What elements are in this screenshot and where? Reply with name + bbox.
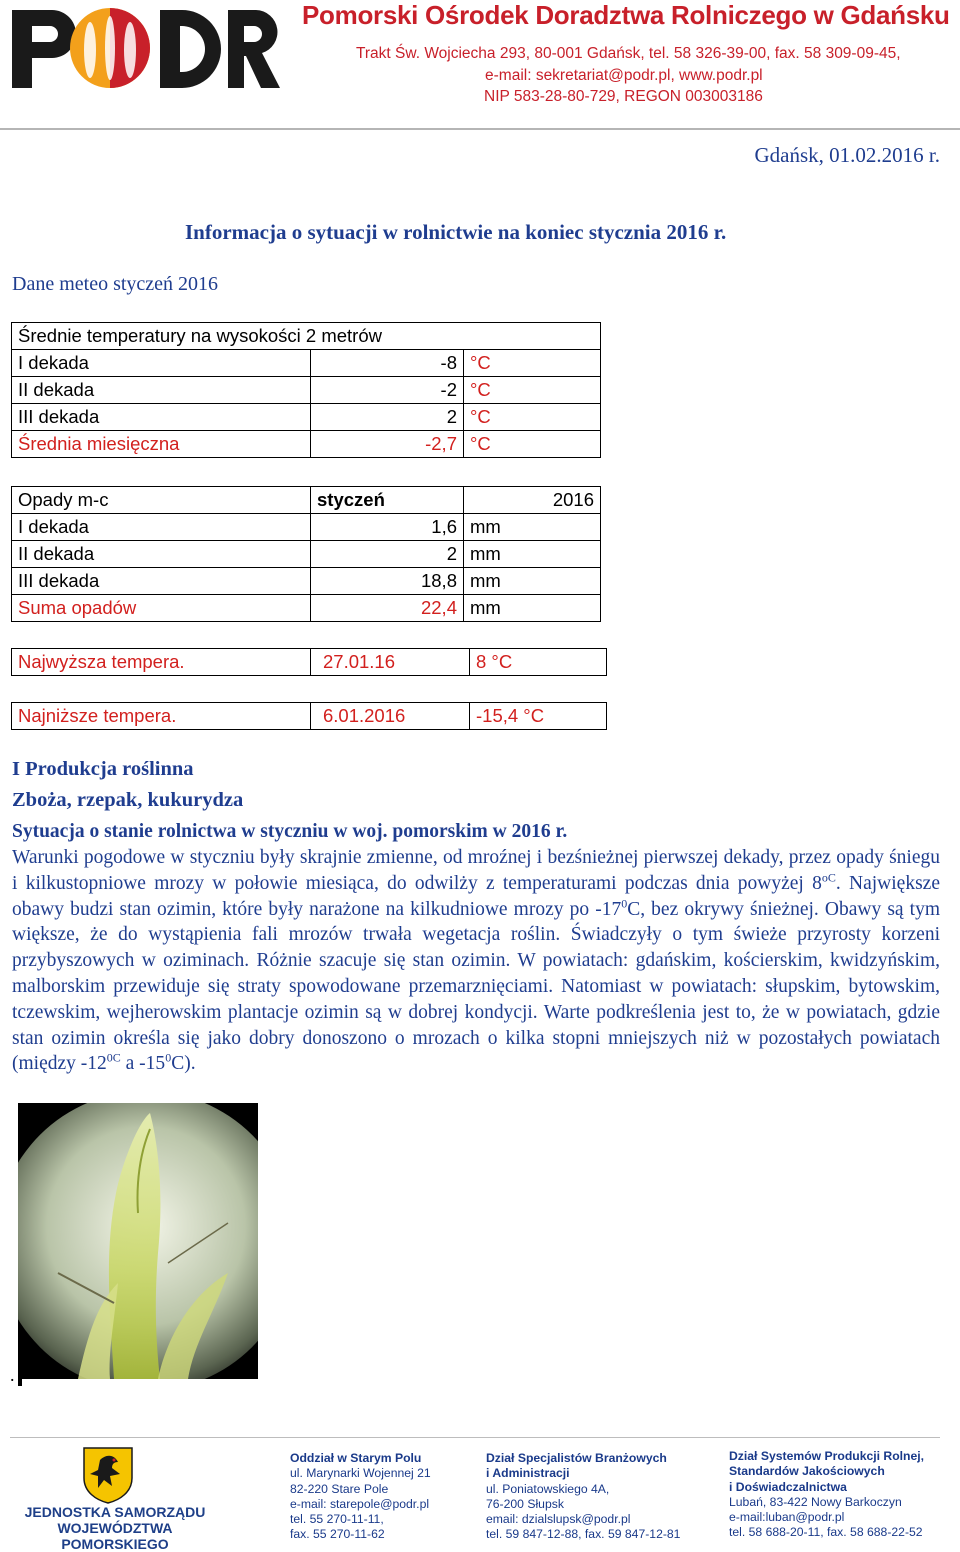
table-row <box>12 323 601 350</box>
footer-branch-slupsk: Dział Specjalistów Branżowych i Administracji ul. Poniatowskiego 4A, 76-200 Słupsk email: dzialslupsk@podr.pl tel. 59 847-12-88, fax. 59 847-12-81 <box>486 1451 681 1542</box>
row-value: 2 <box>311 404 464 431</box>
photo-marker <box>18 1378 22 1386</box>
table-row <box>12 377 601 404</box>
row-label: Suma opadów <box>12 595 311 622</box>
min-temperature-table <box>11 702 607 730</box>
row-unit: mm <box>464 568 601 595</box>
max-temp-label: Najwyższa tempera. <box>12 649 311 676</box>
document-title: Informacja o sytuacji w rolnictwie na koniec stycznia 2016 r. <box>185 220 727 244</box>
trailing-dot: . <box>10 1365 15 1385</box>
table-row <box>12 649 607 676</box>
footer-branch-stare-pole: Oddział w Starym Polu ul. Marynarki Wojennej 21 82-220 Stare Pole e-mail: starepole@podr.pl tel. 55 270-11-11, fax. 55 270-11-62 <box>290 1451 431 1542</box>
table-row <box>12 703 607 730</box>
address-line: Trakt Św. Wojciecha 293, 80-001 Gdańsk, tel. 58 326-39-00, fax. 58 309-09-45, <box>356 45 901 62</box>
row-unit: °C <box>464 377 601 404</box>
row-label: II dekada <box>12 541 311 568</box>
letter-r <box>228 10 280 88</box>
row-label: I dekada <box>12 514 311 541</box>
row-value: 2 <box>311 541 464 568</box>
footer-divider <box>10 1437 940 1438</box>
section-subheading: Zboża, rzepak, kukurydza <box>12 789 244 811</box>
meteo-title: Dane meteo styczeń 2016 <box>12 273 219 295</box>
section-heading: I Produkcja roślinna <box>12 758 194 780</box>
table-row <box>12 595 601 622</box>
table-row <box>12 541 601 568</box>
row-value: -2,7 <box>311 431 464 458</box>
row-value: 1,6 <box>311 514 464 541</box>
max-temp-value: 8 °C <box>470 649 607 676</box>
header-divider <box>0 128 960 130</box>
precipitation-table <box>11 486 601 622</box>
precipitation-month: styczeń <box>311 487 464 514</box>
plant-microscope-photo <box>18 1103 258 1379</box>
temperature-heading: Średnie temperatury na wysokości 2 metrów <box>12 323 601 350</box>
pomorskie-griffin-crest-icon <box>82 1446 134 1504</box>
row-value: -2 <box>311 377 464 404</box>
table-row <box>12 350 601 377</box>
row-unit: mm <box>464 541 601 568</box>
temperature-table <box>11 322 601 458</box>
row-label: III dekada <box>12 568 311 595</box>
min-temp-date: 6.01.2016 <box>311 703 470 730</box>
row-value: 22,4 <box>311 595 464 622</box>
max-temperature-table <box>11 648 607 676</box>
row-unit: °C <box>464 404 601 431</box>
min-temp-label: Najniższe tempera. <box>12 703 311 730</box>
max-temp-date: 27.01.16 <box>311 649 470 676</box>
table-row <box>12 404 601 431</box>
table-row <box>12 431 601 458</box>
row-unit: °C <box>464 431 601 458</box>
footer-branch-luban: Dział Systemów Produkcji Rolnej, Standardów Jakościowych i Doświadczalnictwa Lubań, 83-422 Nowy Barkoczyn e-mail:luban@podr.pl tel. 58 688-20-11, fax. 58 688-22-52 <box>729 1449 925 1540</box>
row-label: Średnia miesięczna <box>12 431 311 458</box>
table-row <box>12 514 601 541</box>
row-unit: mm <box>464 595 601 622</box>
row-unit: °C <box>464 350 601 377</box>
registry-line: NIP 583-28-80-729, REGON 003003186 <box>484 88 763 105</box>
row-unit: mm <box>464 514 601 541</box>
row-label: I dekada <box>12 350 311 377</box>
row-label: III dekada <box>12 404 311 431</box>
section-situation-heading: Sytuacja o stanie rolnictwa w styczniu w woj. pomorskim w 2016 r. <box>12 821 568 842</box>
letter-p <box>12 10 76 88</box>
table-row <box>12 487 601 514</box>
org-name: Pomorski Ośrodek Doradztwa Rolniczego w Gdańsku <box>302 0 950 30</box>
min-temp-value: -15,4 °C <box>470 703 607 730</box>
document-date: Gdańsk, 01.02.2016 r. <box>754 143 940 167</box>
body-paragraph: Warunki pogodowe w styczniu były skrajnie zmienne, od mroźnej i bezśnieżnej pierwszej dekady, przez opady śniegu i kilkustopniowe mrozy w połowie miesiąca, do odwilży z temperaturami podczas dnia powyżej $8^{oC}$. Największe obawy budzi stan ozimin, które były narażone na kilkudniowe mrozy po $-17^0C$, bez okrywy śnieżnej. Obawy są tym większe, że do wystąpienia fali mrozów trwała wegetacja roślin. Świadczyły o tym świeże przyrosty korzeni przybyszowych w oziminach. Różnie szacuje się stan ozimin. W powiatach: gdańskim, kościerskim, kwidzyńskim, malborskim przewiduje się straty spowodowane przemarznięciami. Natomiast w powiatach: słupskim, bytowskim, tczewskim, wejherowskim plantacje ozimin są w dobrej kondycji. Warte podkreślenia jest to, że w powiatach, gdzie stan ozimin określa się jako dobry donoszono o mrozach o kilka stopni mniejszych niż w pozostałych powiatach (między $-12^{0C}$ a $-15^0C$). <box>12 847 941 1075</box>
table-row <box>12 568 601 595</box>
letter-d <box>160 10 221 88</box>
podr-logo <box>10 2 280 94</box>
regional-government-label: JEDNOSTKA SAMORZĄDU WOJEWÓDZTWA POMORSKIEGO <box>24 1504 206 1552</box>
wheat-emblem <box>70 8 150 88</box>
precipitation-heading: Opady m-c <box>12 487 311 514</box>
row-label: II dekada <box>12 377 311 404</box>
contact-line: e-mail: sekretariat@podr.pl, www.podr.pl <box>485 67 763 84</box>
row-value: -8 <box>311 350 464 377</box>
row-value: 18,8 <box>311 568 464 595</box>
precipitation-year: 2016 <box>464 487 601 514</box>
